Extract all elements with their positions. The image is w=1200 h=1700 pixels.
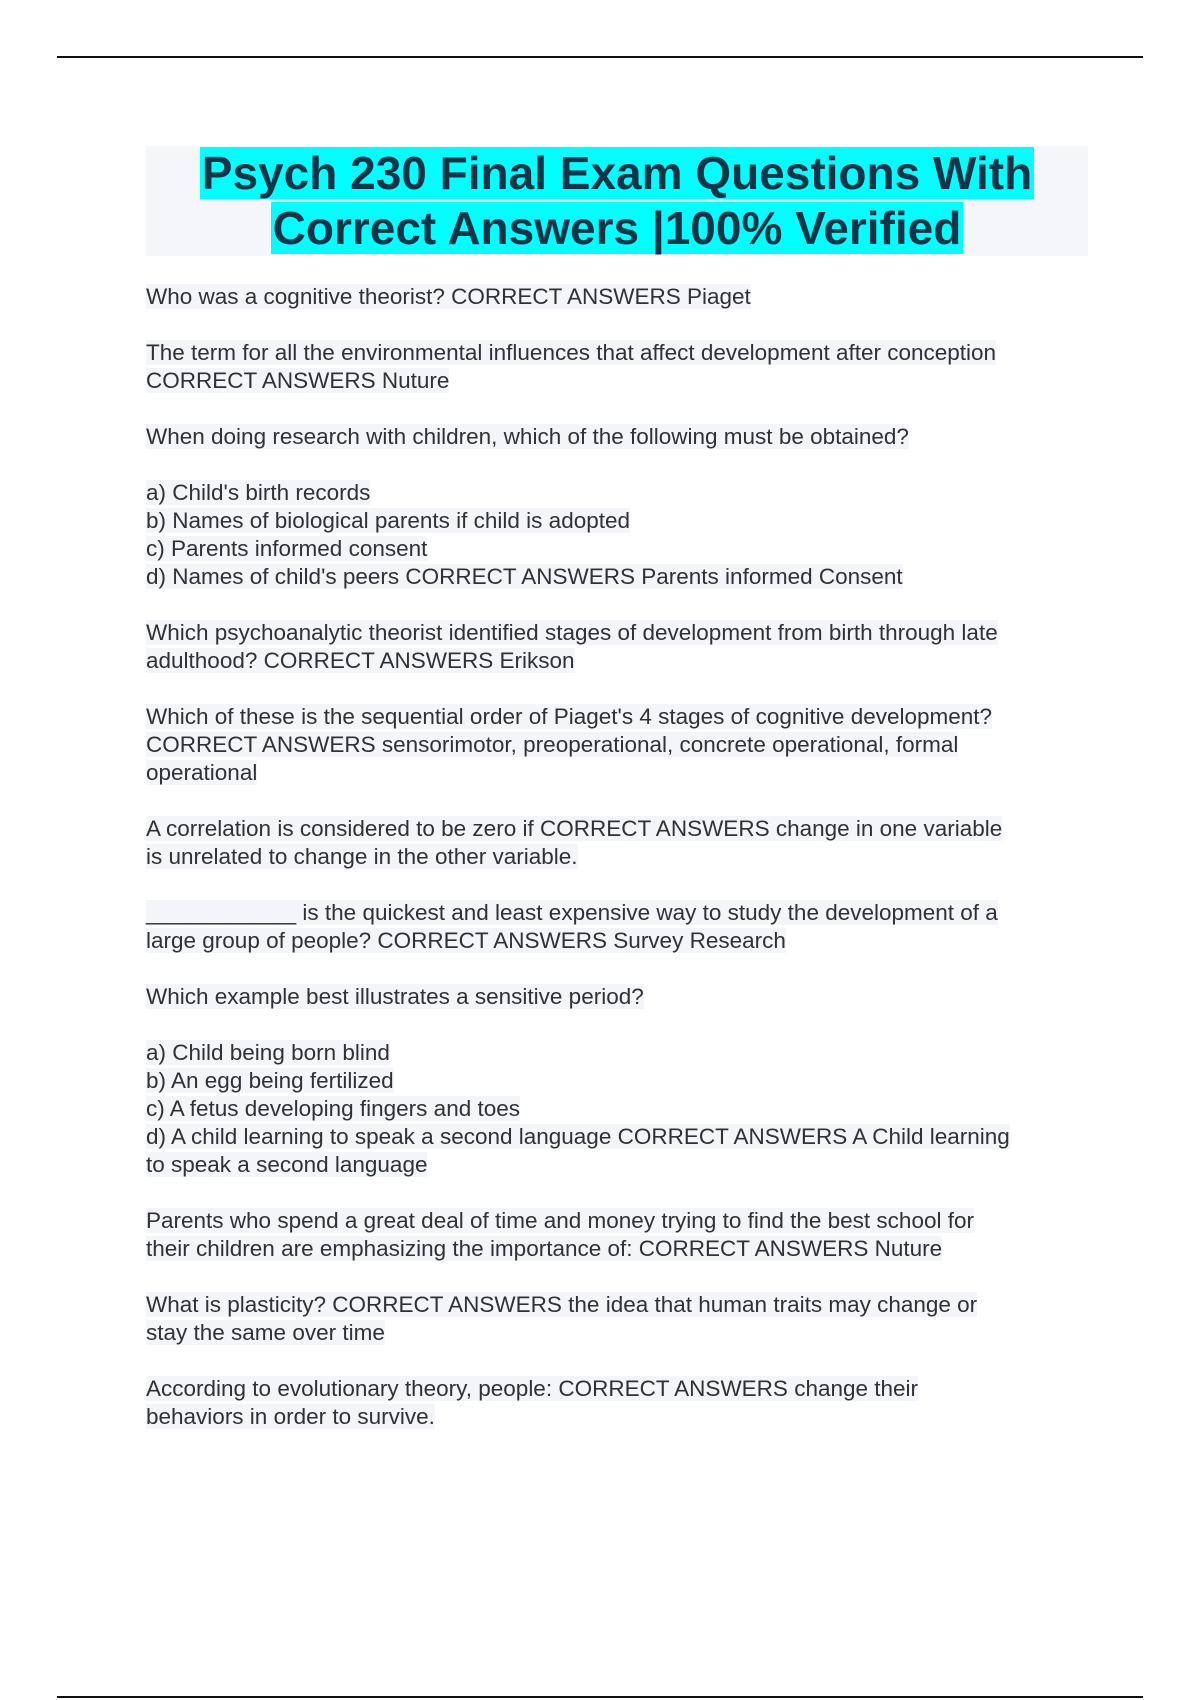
text-line: ____________ is the quickest and least expensive way to study the development of a (146, 900, 998, 925)
text-line: large group of people? CORRECT ANSWERS Survey Research (146, 928, 786, 953)
answer-options (146, 1039, 1096, 1179)
text-line: Who was a cognitive theorist? CORRECT ANSWERS Piaget (146, 284, 751, 309)
text-line: Which of these is the sequential order of Piaget's 4 stages of cognitive development? (146, 704, 993, 729)
header-rule (57, 56, 1143, 58)
option-line: d) Names of child's peers CORRECT ANSWERS Parents informed Consent (146, 564, 903, 589)
text-line: adulthood? CORRECT ANSWERS Erikson (146, 648, 575, 673)
text-line: stay the same over time (146, 1320, 385, 1345)
option-line: c) Parents informed consent (146, 536, 428, 561)
text-line: behaviors in order to survive. (146, 1404, 435, 1429)
option-line: c) A fetus developing fingers and toes (146, 1096, 520, 1121)
document-title (146, 146, 1088, 256)
qa-item (146, 423, 1096, 451)
qa-item (146, 815, 1096, 871)
qa-item (146, 1291, 1096, 1347)
text-line: Parents who spend a great deal of time and money trying to find the best school for (146, 1208, 974, 1233)
qa-item (146, 339, 1096, 395)
qa-content (146, 283, 1096, 1459)
qa-item (146, 703, 1096, 787)
qa-item (146, 1207, 1096, 1263)
text-line: According to evolutionary theory, people: CORRECT ANSWERS change their (146, 1376, 919, 1401)
option-line: b) Names of biological parents if child is adopted (146, 508, 631, 533)
text-line: their children are emphasizing the importance of: CORRECT ANSWERS Nuture (146, 1236, 943, 1261)
option-line: a) Child's birth records (146, 480, 371, 505)
answer-options (146, 479, 1096, 591)
qa-item (146, 899, 1096, 955)
option-line: b) An egg being fertilized (146, 1068, 394, 1093)
qa-item (146, 283, 1096, 311)
text-line: is unrelated to change in the other variable. (146, 844, 578, 869)
footer-rule (57, 1696, 1143, 1698)
text-line: CORRECT ANSWERS Nuture (146, 368, 450, 393)
text-line: A correlation is considered to be zero if CORRECT ANSWERS change in one variable (146, 816, 1003, 841)
option-line: d) A child learning to speak a second language CORRECT ANSWERS A Child learning (146, 1124, 1010, 1149)
text-line: What is plasticity? CORRECT ANSWERS the idea that human traits may change or (146, 1292, 978, 1317)
text-line: operational (146, 760, 258, 785)
title-line-2: Correct Answers |100% Verified (272, 202, 962, 254)
title-line-1: Psych 230 Final Exam Questions With (201, 147, 1033, 199)
qa-item (146, 1375, 1096, 1431)
text-line: When doing research with children, which of the following must be obtained? (146, 424, 909, 449)
text-line: CORRECT ANSWERS sensorimotor, preoperational, concrete operational, formal (146, 732, 959, 757)
title-block (146, 146, 1088, 256)
text-line: Which example best illustrates a sensitive period? (146, 984, 644, 1009)
option-line: a) Child being born blind (146, 1040, 390, 1065)
text-line: The term for all the environmental influences that affect development after conception (146, 340, 997, 365)
option-line: to speak a second language (146, 1152, 428, 1177)
qa-item (146, 619, 1096, 675)
qa-item (146, 983, 1096, 1011)
text-line: Which psychoanalytic theorist identified stages of development from birth through late (146, 620, 998, 645)
